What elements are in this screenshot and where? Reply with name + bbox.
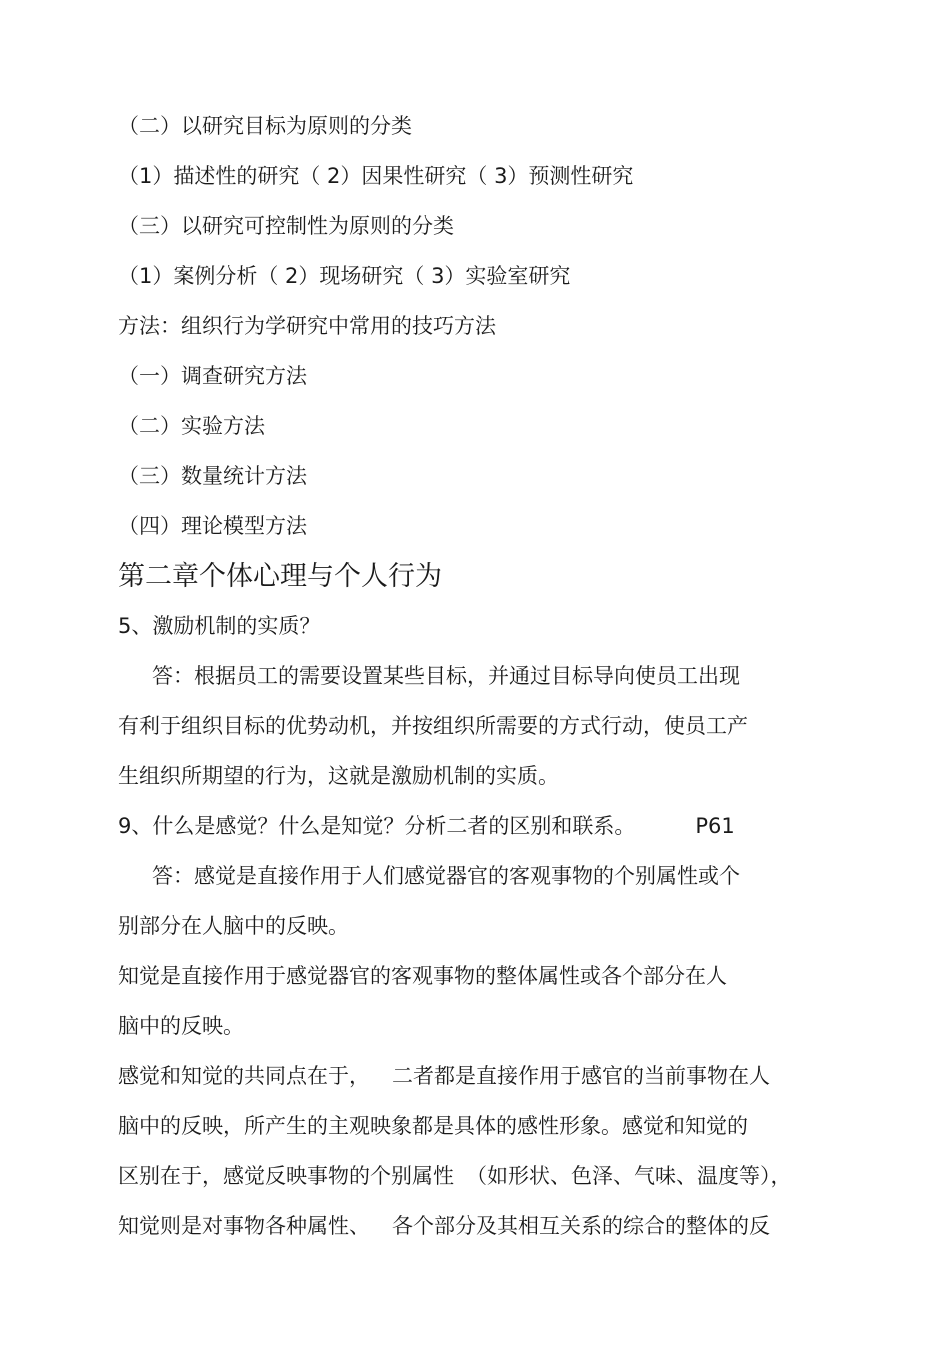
- answer-9-line-4: 脑中的反映。: [118, 1014, 244, 1038]
- chapter-title: 第二章个体心理与个人行为: [118, 561, 442, 592]
- difference-intro: 区别在于，感觉反映事物的个别属性: [118, 1164, 454, 1188]
- section-heading-controllability: （三）以研究可控制性为原则的分类: [118, 214, 454, 238]
- answer-9-line-1: 答：感觉是直接作用于人们感觉器官的客观事物的个别属性或个: [152, 864, 740, 888]
- method-theory-model: （四）理论模型方法: [118, 514, 307, 538]
- answer-5-line-1: 答：根据员工的需要设置某些目标，并通过目标导向使员工出现: [152, 664, 740, 688]
- method-survey: （一）调查研究方法: [118, 364, 307, 388]
- difference-examples: （如形状、色泽、气味、温度等），: [466, 1164, 792, 1188]
- question-5: 5、激励机制的实质？: [118, 614, 321, 638]
- perception-intro: 知觉则是对事物各种属性、: [118, 1214, 370, 1238]
- method-statistics: （三）数量统计方法: [118, 464, 307, 488]
- answer-9-line-5: [118, 1062, 770, 1090]
- common-point-text: 二者都是直接作用于感官的当前事物在人: [392, 1064, 770, 1088]
- answer-5-line-3: 生组织所期望的行为，这就是激励机制的实质。: [118, 764, 559, 788]
- answer-9-line-3: 知觉是直接作用于感觉器官的客观事物的整体属性或各个部分在人: [118, 964, 727, 988]
- common-point-intro: 感觉和知觉的共同点在于，: [118, 1064, 370, 1088]
- section-heading-research-goal: （二）以研究目标为原则的分类: [118, 114, 412, 138]
- controllability-types: （1）案例分析（ 2）现场研究（ 3）实验室研究: [118, 264, 571, 288]
- answer-9-line-8: [118, 1212, 770, 1240]
- methods-heading: 方法：组织行为学研究中常用的技巧方法: [118, 314, 496, 338]
- answer-9-line-6: 脑中的反映，所产生的主观映象都是具体的感性形象。感觉和知觉的: [118, 1114, 748, 1138]
- answer-9-line-7: [118, 1162, 792, 1190]
- answer-9-line-2: 别部分在人脑中的反映。: [118, 914, 349, 938]
- perception-text: 各个部分及其相互关系的综合的整体的反: [392, 1214, 770, 1238]
- question-9-line: [118, 812, 735, 840]
- question-9: 9、什么是感觉？什么是知觉？分析二者的区别和联系。: [118, 814, 636, 838]
- method-experiment: （二）实验方法: [118, 414, 265, 438]
- page-reference: P61: [695, 814, 735, 838]
- research-goal-types: （1）描述性的研究（ 2）因果性研究（ 3）预测性研究: [118, 164, 634, 188]
- answer-5-line-2: 有利于组织目标的优势动机，并按组织所需要的方式行动，使员工产: [118, 714, 748, 738]
